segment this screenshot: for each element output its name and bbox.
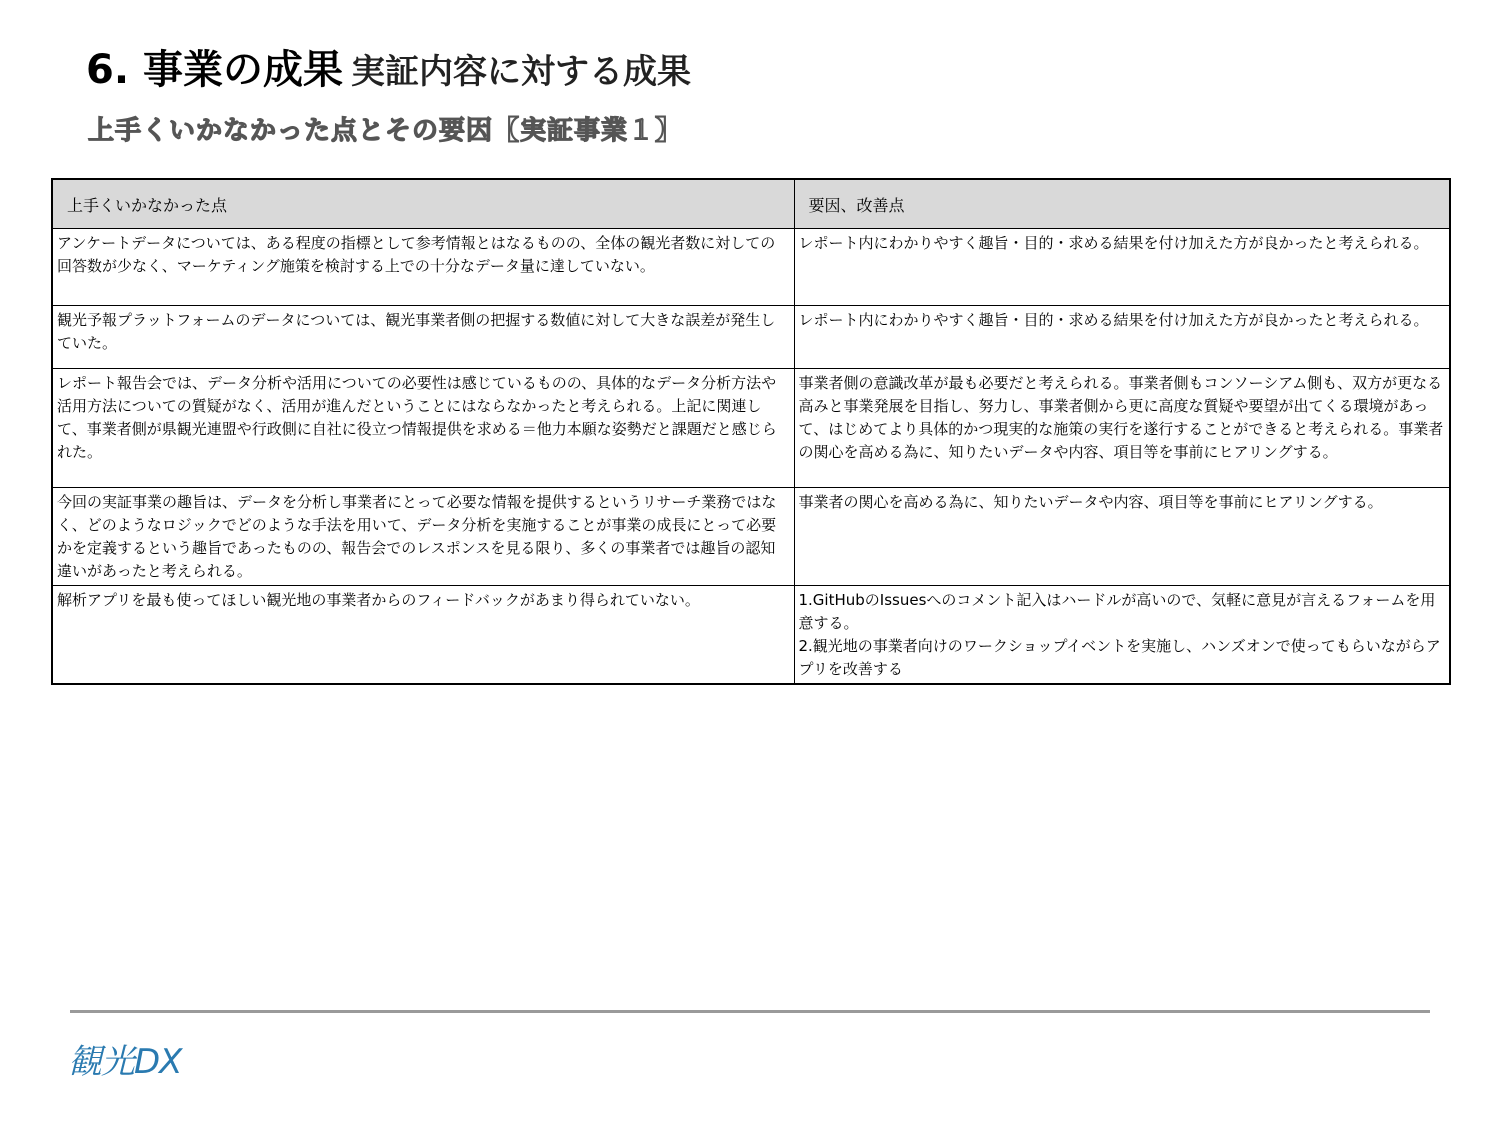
issue-cell: アンケートデータについては、ある程度の指標として参考情報とはなるものの、全体の観光者数に対しての回答数が少なく、マーケティング施策を検討する上での十分なデータ量に達していない。 (52, 229, 794, 306)
table-row (52, 586, 1450, 685)
kanko-dx-logo (68, 1040, 198, 1084)
column-header-cause: 要因、改善点 (794, 179, 1450, 229)
issue-cell: レポート報告会では、データ分析や活用についての必要性は感じているものの、具体的なデータ分析方法や活用方法についての質疑がなく、活用が進んだということにはならなかったと考えられる。上記に関連して、事業者側が県観光連盟や行政側に自社に役立つ情報提供を求める＝他力本願な姿勢だと課題だと感じられた。 (52, 369, 794, 488)
table-row (52, 306, 1450, 369)
issues-table (51, 178, 1451, 685)
logo-text: 観光DX (68, 1042, 182, 1082)
issue-cell: 観光予報プラットフォームのデータについては、観光事業者側の把握する数値に対して大きな誤差が発生していた。 (52, 306, 794, 369)
cause-line: 1.GitHubのIssuesへのコメント記入はハードルが高いので、気軽に意見が言えるフォームを用意する。 (798, 591, 1436, 632)
page-subtitle: 上手くいかなかった点とその要因【実証事業１】 (88, 116, 683, 146)
page-title-main: 6. 事業の成果 (86, 47, 343, 93)
cause-cell (794, 586, 1450, 685)
table-row (52, 229, 1450, 306)
cause-cell: 事業者側の意識改革が最も必要だと考えられる。事業者側もコンソーシアム側も、双方が更なる高みと事業発展を目指し、努力し、事業者側から更に高度な質疑や要望が出てくる環境があって、はじめてより具体的かつ現実的な施策の実行を遂行することができると考えられる。事業者の関心を高める為に、知りたいデータや内容、項目等を事前にヒアリングする。 (794, 369, 1450, 488)
page-title-sub: 実証内容に対する成果 (350, 52, 691, 92)
issue-cell: 解析アプリを最も使ってほしい観光地の事業者からのフィードバックがあまり得られていない。 (52, 586, 794, 685)
table-header-row (52, 179, 1450, 229)
cause-line: 2.観光地の事業者向けのワークショップイベントを実施し、ハンズオンで使ってもらいながらアプリを改善する (798, 637, 1441, 678)
cause-cell: レポート内にわかりやすく趣旨・目的・求める結果を付け加えた方が良かったと考えられる。 (794, 306, 1450, 369)
issue-cell: 今回の実証事業の趣旨は、データを分析し事業者にとって必要な情報を提供するというリサーチ業務ではなく、どのようなロジックでどのような手法を用いて、データ分析を実施することが事業の成長にとって必要かを定義するという趣旨であったものの、報告会でのレスポンスを見る限り、多くの事業者では趣旨の認知違いがあったと考えられる。 (52, 488, 794, 586)
cause-cell: レポート内にわかりやすく趣旨・目的・求める結果を付け加えた方が良かったと考えられる。 (794, 229, 1450, 306)
footer-divider (70, 1010, 1430, 1013)
table-row (52, 488, 1450, 586)
page-title (86, 47, 691, 93)
table-row (52, 369, 1450, 488)
column-header-issue: 上手くいかなかった点 (52, 179, 794, 229)
cause-cell: 事業者の関心を高める為に、知りたいデータや内容、項目等を事前にヒアリングする。 (794, 488, 1450, 586)
